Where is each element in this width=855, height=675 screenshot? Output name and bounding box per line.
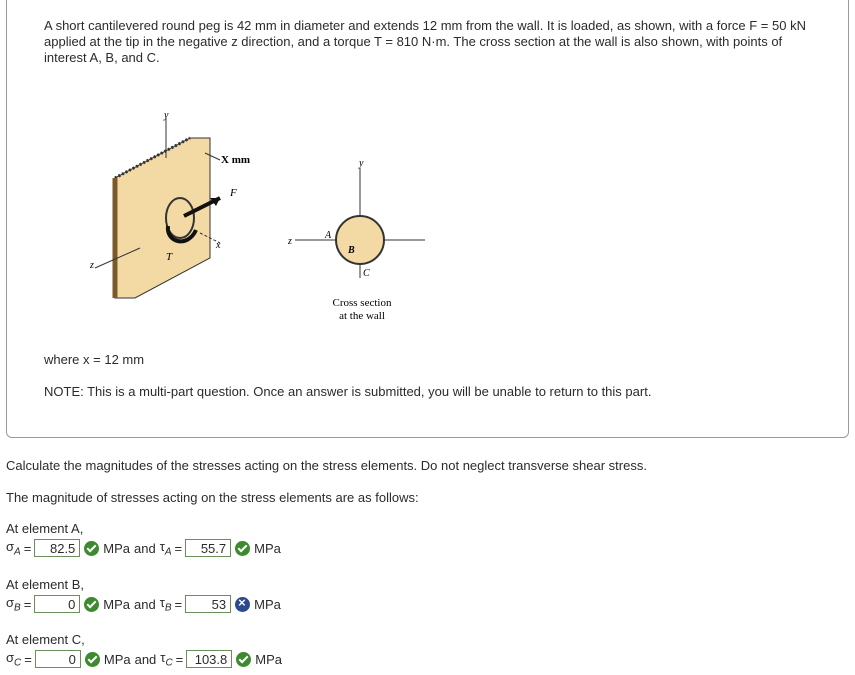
tau-c-symbol: $\tau_C$ <box>160 649 173 669</box>
sigma-c-input[interactable]: 0 <box>35 650 81 668</box>
problem-statement: A short cantilevered round peg is 42 mm in diameter and extends 12 mm from the wall. It is loaded, as shown, with a force F = 50 kN applied at the tip in the negative z direction, and a torque T = 810 N·m. The cross section at the wall is also shown, with points of interest A, B, and C. <box>44 18 806 65</box>
and-text: and <box>134 651 157 667</box>
sigma-a-symbol: $\sigma_A$ <box>6 538 21 558</box>
cross-section-caption-2: at the wall <box>339 310 385 322</box>
and-text: and <box>134 596 156 612</box>
point-c-label: C <box>363 268 370 279</box>
element-c-label: At element C, <box>6 632 85 647</box>
f-label: F <box>230 187 237 199</box>
problem-figure <box>80 108 440 328</box>
t-label: T <box>166 251 173 263</box>
y-label: y <box>164 110 169 121</box>
cs-z-label: z <box>288 236 292 247</box>
unit-label: MPa <box>255 651 282 667</box>
figure-drawing <box>80 108 440 328</box>
tau-b-symbol: $\tau_B$ <box>159 594 172 614</box>
unit-label: MPa <box>103 596 131 612</box>
question-text: Calculate the magnitudes of the stresses acting on the stress elements. Do not neglect transverse shear stress. <box>6 458 647 473</box>
cross-section-circle <box>336 216 384 264</box>
note-text: NOTE: This is a multi-part question. Once an answer is submitted, you will be unable to return to this part. <box>44 384 652 399</box>
correct-check-icon <box>85 652 100 667</box>
tau-b-input[interactable]: 53 <box>185 595 231 613</box>
sigma-a-input[interactable]: 82.5 <box>34 539 80 557</box>
z-label: z <box>90 260 94 271</box>
unit-label: MPa <box>103 651 131 667</box>
correct-check-icon <box>84 597 99 612</box>
question-intro: The magnitude of stresses acting on the stress elements are as follows: <box>6 490 419 505</box>
x-mm-label: X mm <box>221 154 251 166</box>
element-b-row: $\sigma_B$ = 0 MPa and $\tau_B$ = 53 × MPa <box>6 594 281 614</box>
correct-check-icon <box>84 541 99 556</box>
tau-c-input[interactable]: 103.8 <box>186 650 232 668</box>
sigma-c-symbol: $\sigma_C$ <box>6 649 22 669</box>
sigma-b-input[interactable]: 0 <box>34 595 80 613</box>
correct-check-icon <box>235 541 250 556</box>
tau-a-symbol: $\tau_A$ <box>159 538 172 558</box>
point-a-label: A <box>325 230 332 241</box>
cross-section-caption-1: Cross section <box>332 297 392 309</box>
unit-label: MPa <box>103 540 131 556</box>
wall-plate <box>115 138 210 298</box>
correct-check-icon <box>236 652 251 667</box>
and-text: and <box>134 540 156 556</box>
unit-label: MPa <box>254 596 281 612</box>
element-a-row: $\sigma_A$ = 82.5 MPa and $\tau_A$ = 55.7 MPa <box>6 538 281 558</box>
element-c-row: $\sigma_C$ = 0 MPa and $\tau_C$ = 103.8 MPa <box>6 649 282 669</box>
cs-y-label: y <box>359 158 364 169</box>
incorrect-x-icon <box>235 597 250 612</box>
tau-a-input[interactable]: 55.7 <box>185 539 231 557</box>
sigma-b-symbol: $\sigma_B$ <box>6 594 21 614</box>
unit-label: MPa <box>254 540 281 556</box>
element-a-label: At element A, <box>6 521 84 536</box>
element-b-label: At element B, <box>6 577 85 592</box>
where-text: where x = 12 mm <box>44 352 145 367</box>
point-b-label: B <box>348 245 355 256</box>
x-label: x <box>216 240 221 251</box>
